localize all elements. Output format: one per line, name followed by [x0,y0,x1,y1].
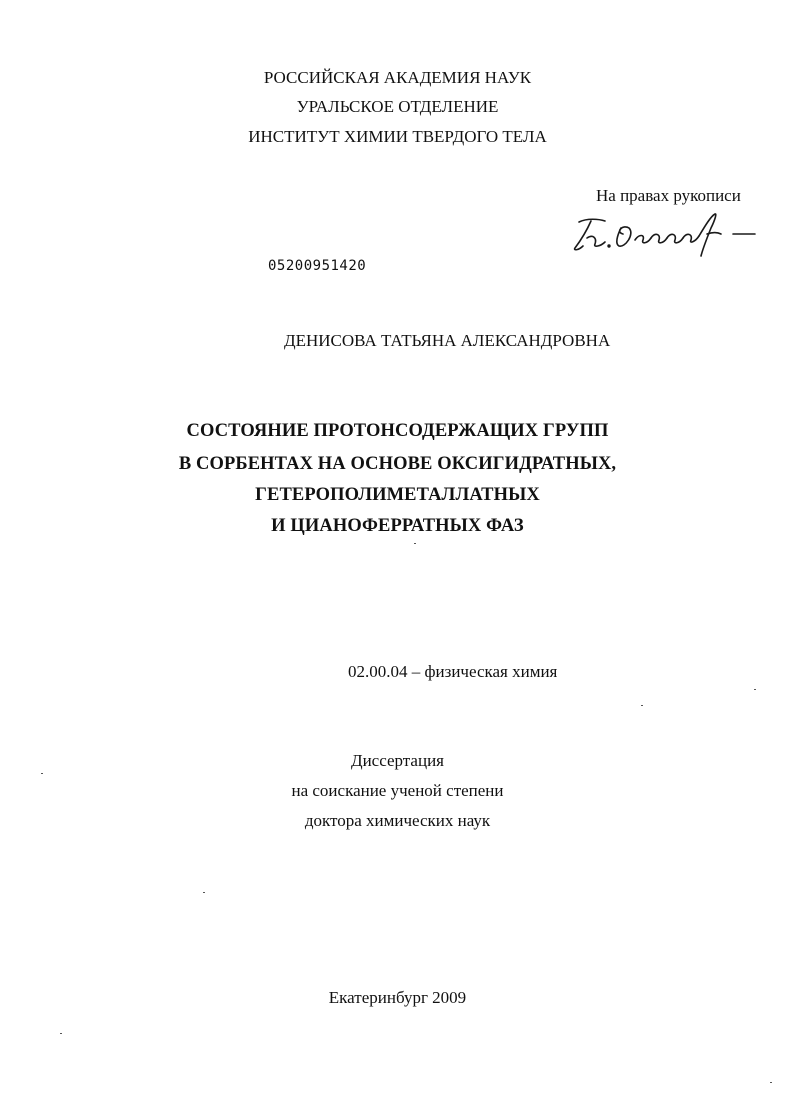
title-line-1: СОСТОЯНИЕ ПРОТОНСОДЕРЖАЩИХ ГРУПП [186,421,609,441]
scan-speck [41,773,43,774]
author-name: ДЕНИСОВА ТАТЬЯНА АЛЕКСАНДРОВНА [284,331,611,350]
degree-line-1: Диссертация [350,751,444,770]
rights-note: На правах рукописи [596,186,741,205]
scan-speck [754,689,756,690]
scan-speck [641,705,643,706]
place-year: Екатеринбург 2009 [328,988,467,1007]
specialty-code: 02.00.04 – физическая химия [348,662,558,681]
catalog-number: 05200951420 [268,258,367,274]
degree-line-2: на соискание ученой степени [291,781,504,800]
scan-speck [60,1033,62,1034]
scan-speck [203,892,205,893]
handwritten-signature-icon [565,210,765,258]
header-line-branch: УРАЛЬСКОЕ ОТДЕЛЕНИЕ [296,97,499,116]
header-line-academy: РОССИЙСКАЯ АКАДЕМИЯ НАУК [263,68,532,87]
header-line-institute: ИНСТИТУТ ХИМИИ ТВЕРДОГО ТЕЛА [248,127,547,146]
title-line-4: И ЦИАНОФЕРРАТНЫХ ФАЗ [271,516,524,536]
scan-speck [770,1082,772,1083]
scan-speck [414,543,416,544]
title-line-3: ГЕТЕРОПОЛИМЕТАЛЛАТНЫХ [255,485,540,505]
title-line-2: В СОРБЕНТАХ НА ОСНОВЕ ОКСИГИДРАТНЫХ, [178,454,617,474]
degree-line-3: доктора химических наук [304,811,491,830]
